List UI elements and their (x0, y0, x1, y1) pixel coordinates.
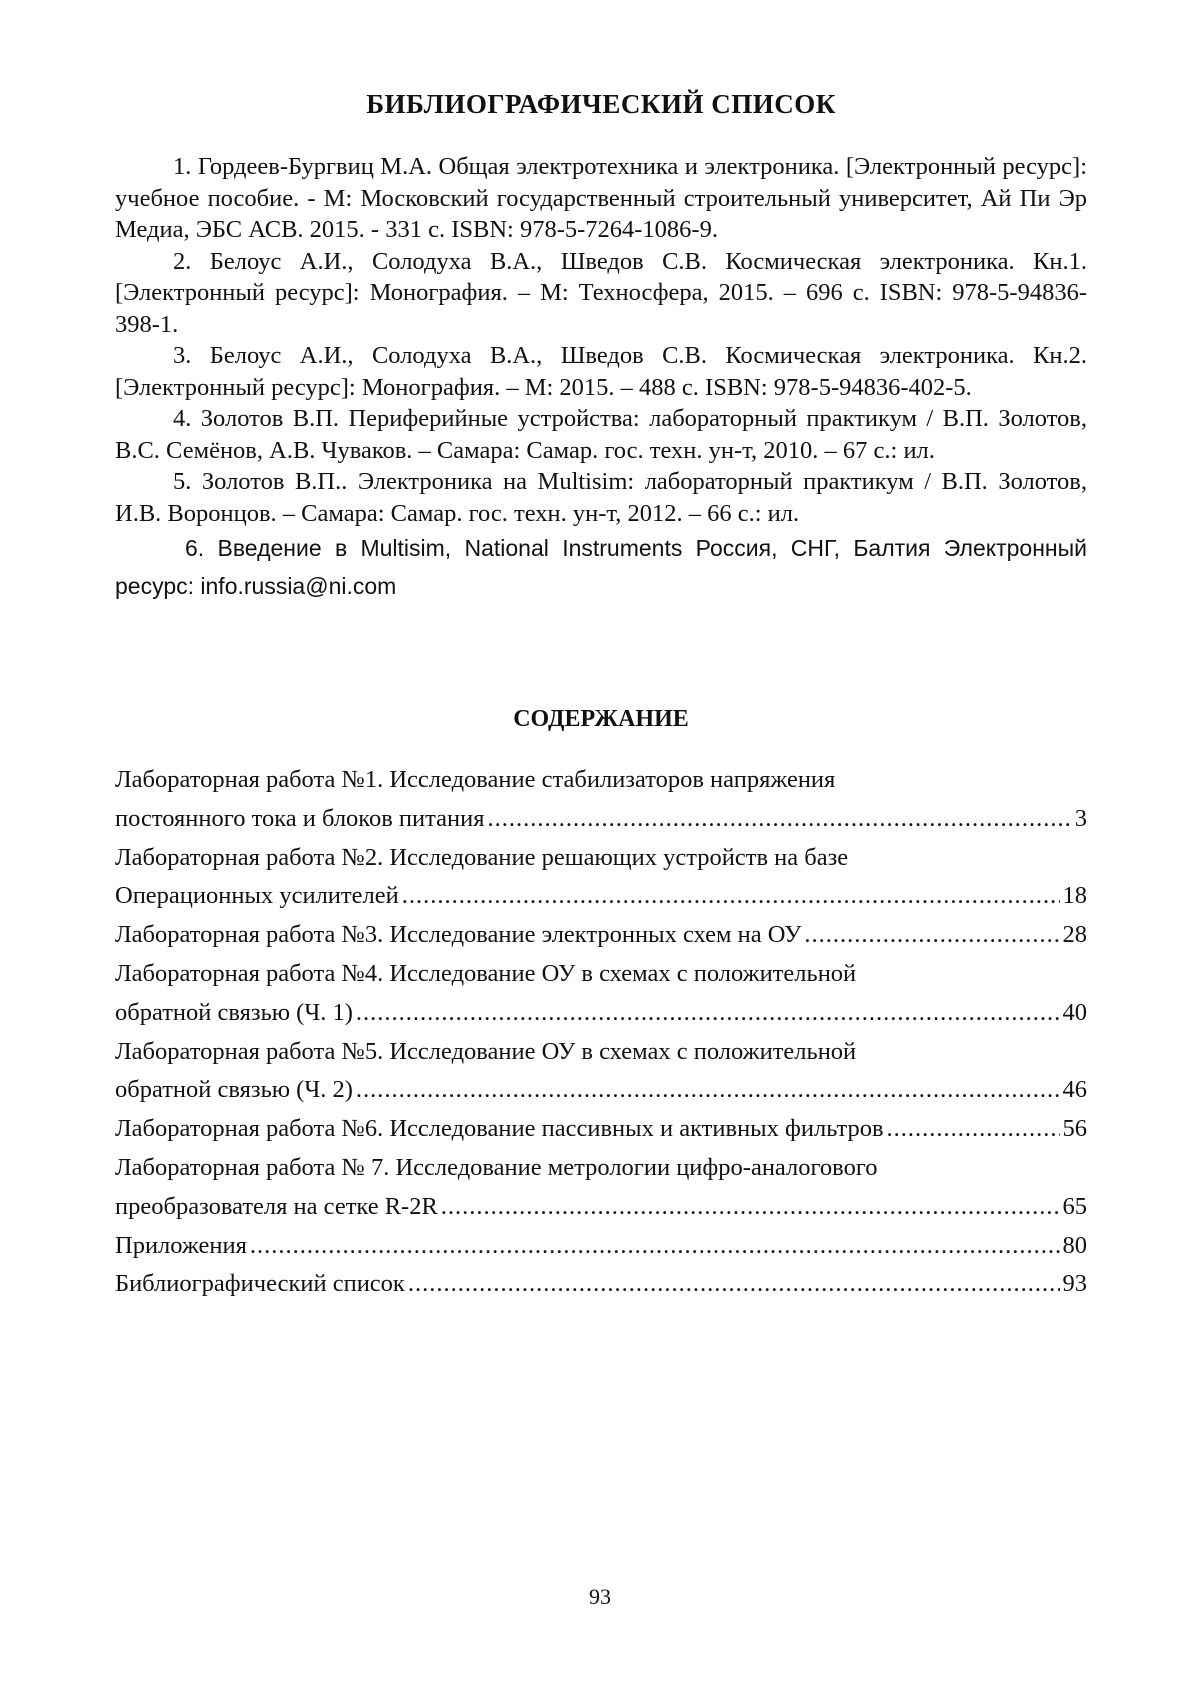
page-content (115, 82, 1087, 1304)
toc-entry-title: Лабораторная работа №3. Исследование электронных схем на ОУ (115, 921, 802, 949)
toc-leader-dots (804, 916, 1059, 955)
toc-page-number: 65 (1062, 1192, 1087, 1220)
toc-entry[interactable] (115, 1227, 1087, 1266)
toc-entry-title: Лабораторная работа №6. Исследование пассивных и активных фильтров (115, 1115, 884, 1143)
toc-page-number: 28 (1062, 921, 1087, 949)
toc-entry-title-line: Лабораторная работа № 7. Исследование метрологии цифро-аналогового (115, 1153, 878, 1181)
toc-entry[interactable] (115, 916, 1087, 955)
table-of-contents (115, 761, 1087, 1304)
toc-entry-title: Операционных усилителей (115, 882, 399, 910)
toc-entry[interactable] (115, 839, 1087, 917)
bibliography-list (115, 151, 1087, 605)
toc-entry-title-line: Лабораторная работа №1. Исследование стабилизаторов напряжения (115, 766, 836, 793)
toc-page-number: 80 (1062, 1231, 1087, 1259)
bibliography-entry: 1. Гордеев-Бургвиц М.А. Общая электротехника и электроника. [Электронный ресурс]: учебное пособие. - М: Московский государственный строительный университет, Ай Пи Эр Медиа, ЭБС АСВ. 2015. - 331 с. ISBN: 978-5-7264-1086-9. (115, 153, 1087, 243)
toc-entry-title: Библиографический список (115, 1270, 405, 1298)
toc-page-number: 3 (1074, 804, 1087, 832)
toc-entry-title: обратной связью (Ч. 1) (115, 998, 353, 1026)
contents-title: СОДЕРЖАНИЕ (513, 706, 689, 732)
toc-entry-title: постоянного тока и блоков питания (115, 804, 485, 832)
toc-leader-dots (887, 1110, 1060, 1149)
toc-page-number: 93 (1062, 1270, 1087, 1298)
toc-page-number: 40 (1062, 998, 1087, 1026)
toc-entry[interactable] (115, 1033, 1087, 1111)
bibliography-entry: 2. Белоус А.И., Солодуха В.А., Шведов С.В. Космическая электроника. Кн.1. [Электронный ресурс]: Монография. – М: Техносфера, 2015. – 696 с. ISBN: 978-5-94836-398-1. (115, 247, 1087, 338)
toc-entry[interactable] (115, 955, 1087, 1033)
toc-entry-title-line: Лабораторная работа №5. Исследование ОУ в схемах с положительной (115, 1037, 857, 1065)
toc-entry-title-line: Лабораторная работа №2. Исследование решающих устройств на базе (115, 843, 849, 871)
toc-entry[interactable] (115, 1149, 1087, 1227)
toc-entry[interactable] (115, 1110, 1087, 1149)
toc-leader-dots (408, 1265, 1060, 1304)
page-number: 93 (589, 1584, 611, 1609)
toc-entry[interactable] (115, 1265, 1087, 1304)
toc-leader-dots (488, 800, 1072, 839)
toc-leader-dots (356, 1071, 1060, 1110)
toc-entry[interactable] (115, 761, 1087, 839)
toc-page-number: 18 (1062, 882, 1087, 910)
toc-entry-title: преобразователя на сетке R-2R (115, 1192, 438, 1220)
bibliography-entry: 5. Золотов В.П.. Электроника на Multisim: лабораторный практикум / В.П. Золотов, И.В. Воронцов. – Самара: Самар. гос. техн. ун-т, 2012. – 66 с.: ил. (115, 468, 1087, 527)
toc-leader-dots (356, 994, 1060, 1033)
toc-leader-dots (441, 1188, 1060, 1227)
toc-entry-title-line: Лабораторная работа №4. Исследование ОУ в схемах с положительной (115, 959, 857, 987)
toc-entry-title: Приложения (115, 1231, 247, 1259)
bibliography-entry: 6. Введение в Multisim, National Instruments Россия, СНГ, Балтия Электронный ресурс: info.russia@ni.com (115, 535, 1087, 599)
toc-entry-title: обратной связью (Ч. 2) (115, 1076, 353, 1104)
bibliography-title: БИБЛИОГРАФИЧЕСКИЙ СПИСОК (366, 89, 836, 119)
toc-leader-dots (402, 877, 1060, 916)
toc-page-number: 56 (1062, 1115, 1087, 1143)
bibliography-entry: 4. Золотов В.П. Периферийные устройства: лабораторный практикум / В.П. Золотов, В.С. Семёнов, А.В. Чуваков. – Самара: Самар. гос. техн. ун-т, 2010. – 67 с.: ил. (115, 405, 1087, 464)
bibliography-entry: 3. Белоус А.И., Солодуха В.А., Шведов С.В. Космическая электроника. Кн.2. [Электронный ресурс]: Монография. – М: 2015. – 488 с. ISBN: 978-5-94836-402-5. (115, 342, 1087, 401)
toc-page-number: 46 (1062, 1076, 1087, 1104)
toc-leader-dots (250, 1227, 1060, 1266)
